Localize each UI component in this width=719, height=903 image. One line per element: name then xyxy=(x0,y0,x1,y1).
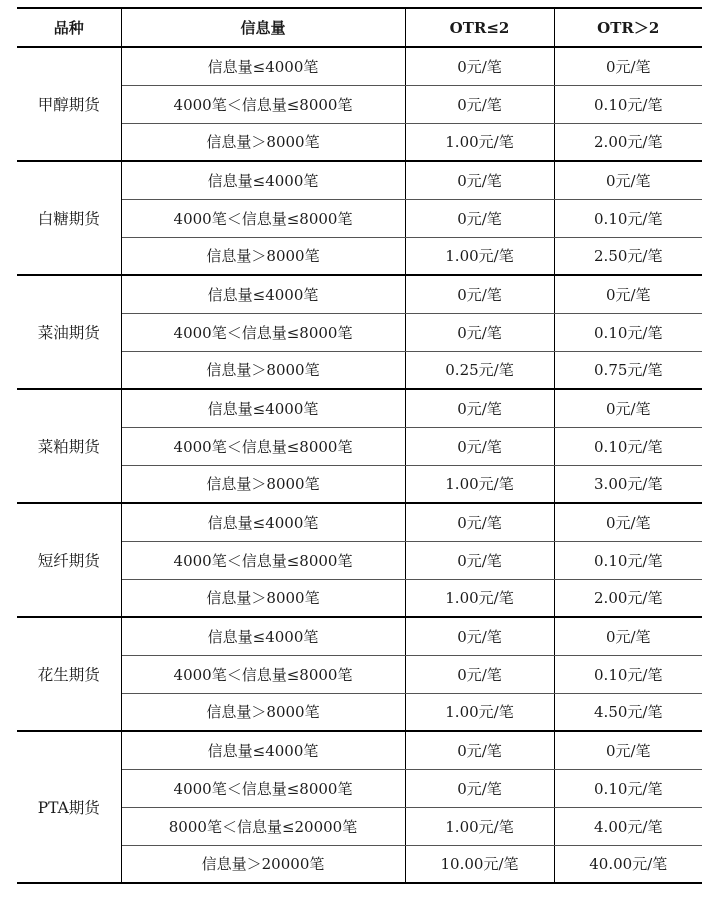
otr-low-fee-cell: 0元/笔 xyxy=(405,503,554,541)
product-name-cell: 菜油期货 xyxy=(17,275,121,389)
otr-low-fee-cell: 0元/笔 xyxy=(405,199,554,237)
message-volume-cell: 信息量≤4000笔 xyxy=(121,389,405,427)
otr-high-fee-cell: 0.75元/笔 xyxy=(554,351,702,389)
product-name-cell: 花生期货 xyxy=(17,617,121,731)
otr-low-fee-cell: 0元/笔 xyxy=(405,731,554,769)
fee-table xyxy=(17,7,702,884)
message-volume-cell: 4000笔＜信息量≤8000笔 xyxy=(121,85,405,123)
message-volume-cell: 信息量＞8000笔 xyxy=(121,465,405,503)
otr-low-fee-cell: 0元/笔 xyxy=(405,427,554,465)
product-group xyxy=(17,617,702,731)
otr-high-fee-cell: 0.10元/笔 xyxy=(554,541,702,579)
otr-low-fee-cell: 1.00元/笔 xyxy=(405,237,554,275)
product-name-cell: 甲醇期货 xyxy=(17,47,121,161)
message-volume-cell: 信息量≤4000笔 xyxy=(121,503,405,541)
table-row xyxy=(17,389,702,427)
message-volume-cell: 4000笔＜信息量≤8000笔 xyxy=(121,769,405,807)
otr-high-fee-cell: 0元/笔 xyxy=(554,161,702,199)
otr-high-fee-cell: 0.10元/笔 xyxy=(554,655,702,693)
otr-high-fee-cell: 0元/笔 xyxy=(554,275,702,313)
otr-high-fee-cell: 4.50元/笔 xyxy=(554,693,702,731)
message-volume-cell: 信息量≤4000笔 xyxy=(121,47,405,85)
product-group xyxy=(17,47,702,161)
otr-high-fee-cell: 0元/笔 xyxy=(554,503,702,541)
otr-low-fee-cell: 0元/笔 xyxy=(405,85,554,123)
otr-low-fee-cell: 0元/笔 xyxy=(405,541,554,579)
otr-high-fee-cell: 2.00元/笔 xyxy=(554,579,702,617)
otr-high-fee-cell: 0元/笔 xyxy=(554,731,702,769)
message-volume-cell: 4000笔＜信息量≤8000笔 xyxy=(121,541,405,579)
otr-low-fee-cell: 10.00元/笔 xyxy=(405,845,554,883)
otr-high-fee-cell: 0元/笔 xyxy=(554,389,702,427)
product-name-cell: 短纤期货 xyxy=(17,503,121,617)
otr-low-fee-cell: 1.00元/笔 xyxy=(405,579,554,617)
otr-low-fee-cell: 0元/笔 xyxy=(405,389,554,427)
product-group xyxy=(17,275,702,389)
message-volume-cell: 信息量≤4000笔 xyxy=(121,731,405,769)
message-volume-cell: 4000笔＜信息量≤8000笔 xyxy=(121,199,405,237)
otr-high-fee-cell: 0.10元/笔 xyxy=(554,427,702,465)
table-row xyxy=(17,731,702,769)
table-row xyxy=(17,275,702,313)
otr-high-fee-cell: 3.00元/笔 xyxy=(554,465,702,503)
otr-high-fee-cell: 4.00元/笔 xyxy=(554,807,702,845)
otr-low-fee-cell: 1.00元/笔 xyxy=(405,693,554,731)
otr-low-fee-cell: 1.00元/笔 xyxy=(405,123,554,161)
product-group xyxy=(17,161,702,275)
table-row xyxy=(17,47,702,85)
otr-low-fee-cell: 0元/笔 xyxy=(405,47,554,85)
otr-low-fee-cell: 0元/笔 xyxy=(405,769,554,807)
otr-high-fee-cell: 0.10元/笔 xyxy=(554,769,702,807)
otr-low-fee-cell: 1.00元/笔 xyxy=(405,465,554,503)
message-volume-cell: 4000笔＜信息量≤8000笔 xyxy=(121,655,405,693)
otr-low-fee-cell: 0元/笔 xyxy=(405,617,554,655)
table-row xyxy=(17,503,702,541)
message-volume-cell: 信息量＞20000笔 xyxy=(121,845,405,883)
product-group xyxy=(17,731,702,883)
table-row xyxy=(17,161,702,199)
otr-low-fee-cell: 0元/笔 xyxy=(405,313,554,351)
message-volume-cell: 信息量＞8000笔 xyxy=(121,123,405,161)
message-volume-cell: 信息量≤4000笔 xyxy=(121,161,405,199)
header-otr-high: OTR＞2 xyxy=(554,8,702,47)
otr-high-fee-cell: 0元/笔 xyxy=(554,617,702,655)
header-product: 品种 xyxy=(17,8,121,47)
message-volume-cell: 信息量＞8000笔 xyxy=(121,579,405,617)
otr-low-fee-cell: 0元/笔 xyxy=(405,275,554,313)
header-otr-low: OTR≤2 xyxy=(405,8,554,47)
otr-low-fee-cell: 1.00元/笔 xyxy=(405,807,554,845)
product-group xyxy=(17,389,702,503)
otr-low-fee-cell: 0元/笔 xyxy=(405,161,554,199)
header-message-volume: 信息量 xyxy=(121,8,405,47)
message-volume-cell: 信息量＞8000笔 xyxy=(121,351,405,389)
message-volume-cell: 4000笔＜信息量≤8000笔 xyxy=(121,427,405,465)
otr-low-fee-cell: 0元/笔 xyxy=(405,655,554,693)
otr-high-fee-cell: 0.10元/笔 xyxy=(554,313,702,351)
message-volume-cell: 信息量≤4000笔 xyxy=(121,275,405,313)
otr-low-fee-cell: 0.25元/笔 xyxy=(405,351,554,389)
message-volume-cell: 信息量≤4000笔 xyxy=(121,617,405,655)
header-row xyxy=(17,8,702,47)
table-header xyxy=(17,8,702,47)
otr-high-fee-cell: 2.50元/笔 xyxy=(554,237,702,275)
otr-high-fee-cell: 2.00元/笔 xyxy=(554,123,702,161)
otr-high-fee-cell: 0.10元/笔 xyxy=(554,85,702,123)
table-row xyxy=(17,617,702,655)
message-volume-cell: 4000笔＜信息量≤8000笔 xyxy=(121,313,405,351)
otr-high-fee-cell: 40.00元/笔 xyxy=(554,845,702,883)
otr-high-fee-cell: 0元/笔 xyxy=(554,47,702,85)
message-volume-cell: 信息量＞8000笔 xyxy=(121,237,405,275)
product-name-cell: 菜粕期货 xyxy=(17,389,121,503)
otr-high-fee-cell: 0.10元/笔 xyxy=(554,199,702,237)
product-name-cell: PTA期货 xyxy=(17,731,121,883)
message-volume-cell: 8000笔＜信息量≤20000笔 xyxy=(121,807,405,845)
product-name-cell: 白糖期货 xyxy=(17,161,121,275)
message-volume-cell: 信息量＞8000笔 xyxy=(121,693,405,731)
product-group xyxy=(17,503,702,617)
